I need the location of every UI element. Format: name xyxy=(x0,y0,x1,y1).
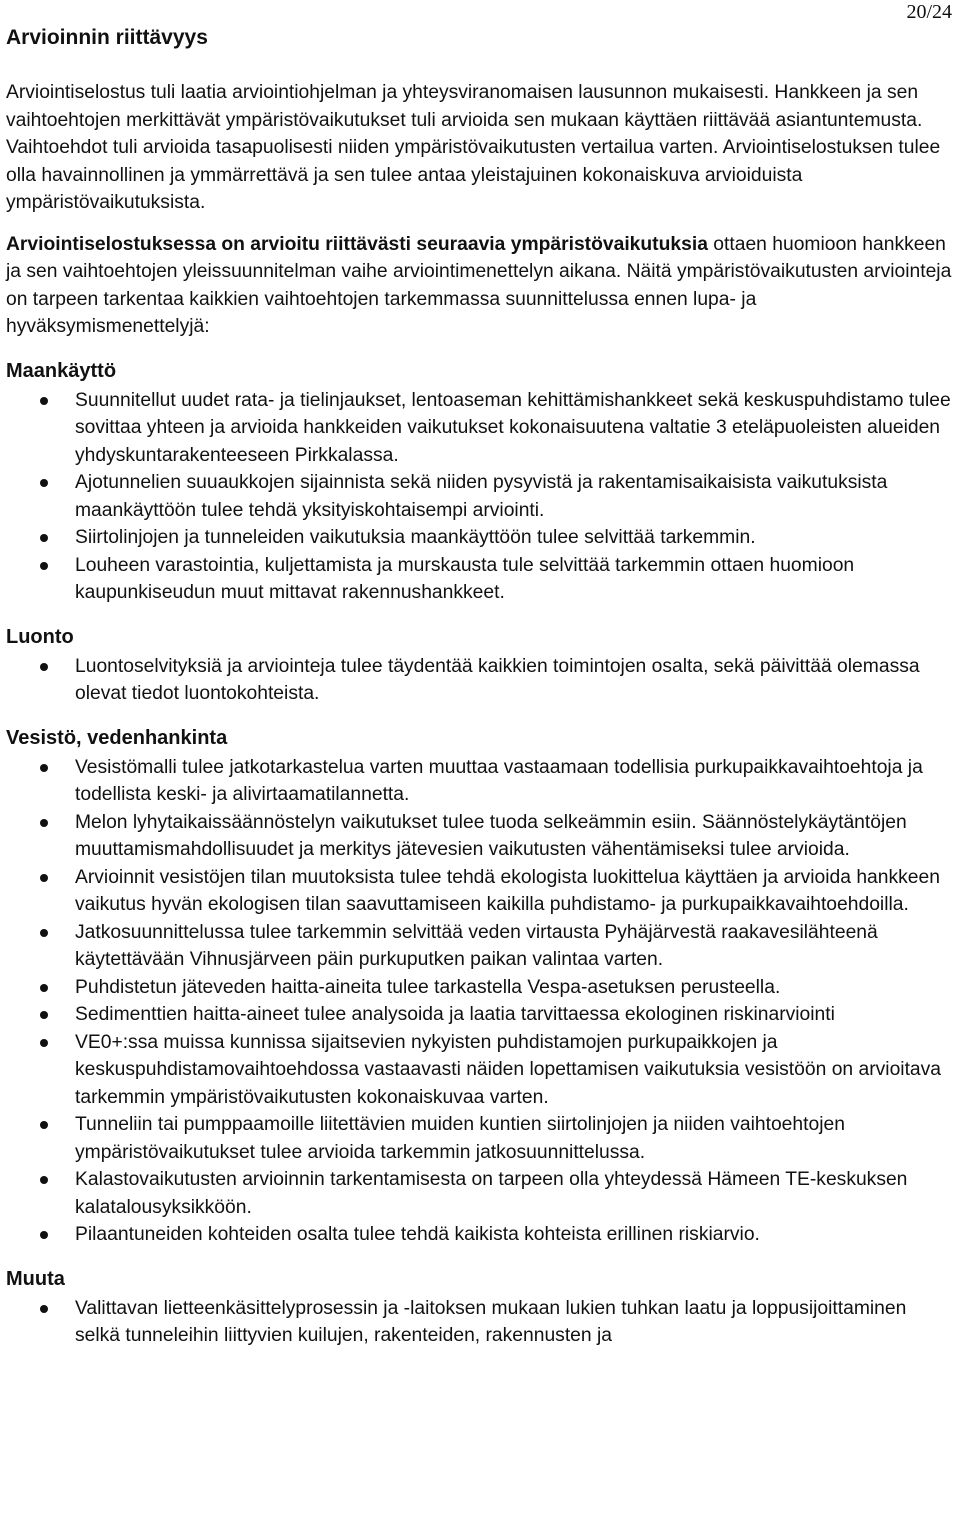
sections-container xyxy=(6,357,956,1350)
bullet-item: Luontoselvityksiä ja arviointeja tulee täydentää kaikkien toimintojen osalta, sekä päivittää olemassa olevat tiedot luontokohteista. xyxy=(6,653,956,708)
bullet-item: Vesistömalli tulee jatkotarkastelua varten muuttaa vastaamaan todellisia purkupaikkavaihtoehtoja ja todellista keski- ja alivirtaamatilannetta. xyxy=(6,754,956,809)
bullet-item: Kalastovaikutusten arvioinnin tarkentamisesta on tarpeen olla yhteydessä Hämeen TE-keskuksen kalatalousyksikköön. xyxy=(6,1166,956,1221)
intro-paragraph: Arviointiselostus tuli laatia arviointiohjelman ja yhteysviranomaisen lausunnon mukaisesti. Hankkeen ja sen vaihtoehtojen merkittävät ympäristövaikutukset tuli arvioida sen mukaan käyttäen riittävää asiantuntemusta. Vaihtoehdot tuli arvioida tasapuolisesti niiden ympäristövaikutusten vertailua varten. Arviointiselostuksen tulee olla havainnollinen ja ymmärrettävä ja sen tulee antaa yleistajuinen kokonaiskuva arvioiduista ympäristövaikutuksista. xyxy=(6,82,941,213)
page-title: Arvioinnin riittävyys xyxy=(6,26,208,49)
bullet-item: Ajotunnelien suuaukkojen sijainnista sekä niiden pysyvistä ja rakentamisaikaisista vaikutuksista maankäyttöön tulee tehdä yksityiskohtaisempi arviointi. xyxy=(6,469,956,524)
section-heading: Muuta xyxy=(6,1267,65,1290)
bullet-item: Jatkosuunnittelussa tulee tarkemmin selvittää veden virtausta Pyhäjärvestä raakavesilähteenä käytettävään Vihnusjärveen päin purkuputken paikan valintaa varten. xyxy=(6,919,956,974)
section-heading: Vesistö, vedenhankinta xyxy=(6,726,228,749)
bullet-list xyxy=(6,653,956,708)
assessment-text: ottaen huomioon hankkeen ja sen vaihtoehtojen yleissuunnitelman vaihe arviointimenettelyn aikana. Näitä ympäristövaikutusten arviointeja on tarpeen tarkentaa kaikkien vaihtoehtojen tarkemmassa suunnittelussa ennen lupa- ja hyväksymismenettelyjä: xyxy=(6,233,952,337)
bullet-list xyxy=(6,1295,956,1350)
section-heading: Luonto xyxy=(6,625,74,648)
document-body xyxy=(6,79,956,1350)
assessment-paragraph xyxy=(6,231,956,341)
bullet-item: Melon lyhytaikaissäännöstelyn vaikutukset tulee tuoda selkeämmin esiin. Säännöstelykäytäntöjen muuttamismahdollisuudet ja merkitys jätevesien vaikutusten vähentämiseksi tulee arvioida. xyxy=(6,809,956,864)
bullet-item: Puhdistetun jäteveden haitta-aineita tulee tarkastella Vespa-asetuksen perusteella. xyxy=(6,974,956,1002)
bullet-item: Valittavan lietteenkäsittelyprosessin ja -laitoksen mukaan lukien tuhkan laatu ja loppusijoittaminen selkä tunneleihin liittyvien kuilujen, rakenteiden, rakennusten ja xyxy=(6,1295,956,1350)
bullet-item: Pilaantuneiden kohteiden osalta tulee tehdä kaikista kohteista erillinen riskiarvio. xyxy=(6,1221,956,1249)
bullet-item: Sedimenttien haitta-aineet tulee analysoida ja laatia tarvittaessa ekologinen riskinarviointi xyxy=(6,1001,956,1029)
page-number: 20/24 xyxy=(906,1,952,23)
assessment-bold-lead: Arviointiselostuksessa on arvioitu riittävästi seuraavia ympäristövaikutuksia xyxy=(6,233,708,255)
bullet-item: Suunnitellut uudet rata- ja tielinjaukset, lentoaseman kehittämishankkeet sekä keskuspuhdistamo tulee sovittaa yhteen ja arvioida hankkeiden vaikutukset kokonaisuutena valtatie 3 eteläpuoleisten alueiden yhdyskuntarakenteeseen Pirkkalassa. xyxy=(6,387,956,470)
bullet-list xyxy=(6,754,956,1249)
bullet-item: Tunneliin tai pumppaamoille liitettävien muiden kuntien siirtolinjojen ja niiden vaihtoehtojen ympäristövaikutukset tulee arvioida tarkemmin jatkosuunnittelussa. xyxy=(6,1111,956,1166)
bullet-item: Siirtolinjojen ja tunneleiden vaikutuksia maankäyttöön tulee selvittää tarkemmin. xyxy=(6,524,956,552)
bullet-item: Arvioinnit vesistöjen tilan muutoksista tulee tehdä ekologista luokittelua käyttäen ja arvioida hankkeen vaikutus hyvän ekologisen tilan saavuttamiseen kaikilla puhdistamo- ja purkupaikkavaihtoehdoilla. xyxy=(6,864,956,919)
section-heading: Maankäyttö xyxy=(6,359,117,382)
bullet-item: Louheen varastointia, kuljettamista ja murskausta tule selvittää tarkemmin ottaen huomioon kaupunkiseudun muut mittavat rakennushankkeet. xyxy=(6,552,956,607)
bullet-item: VE0+:ssa muissa kunnissa sijaitsevien nykyisten puhdistamojen purkupaikkojen ja keskuspuhdistamovaihtoehdossa vastaavasti näiden lopettamisen vaikutuksia vesistöön on arvioitava tarkemmin ympäristövaikutusten kokonaiskuvaa varten. xyxy=(6,1029,956,1112)
bullet-list xyxy=(6,387,956,607)
